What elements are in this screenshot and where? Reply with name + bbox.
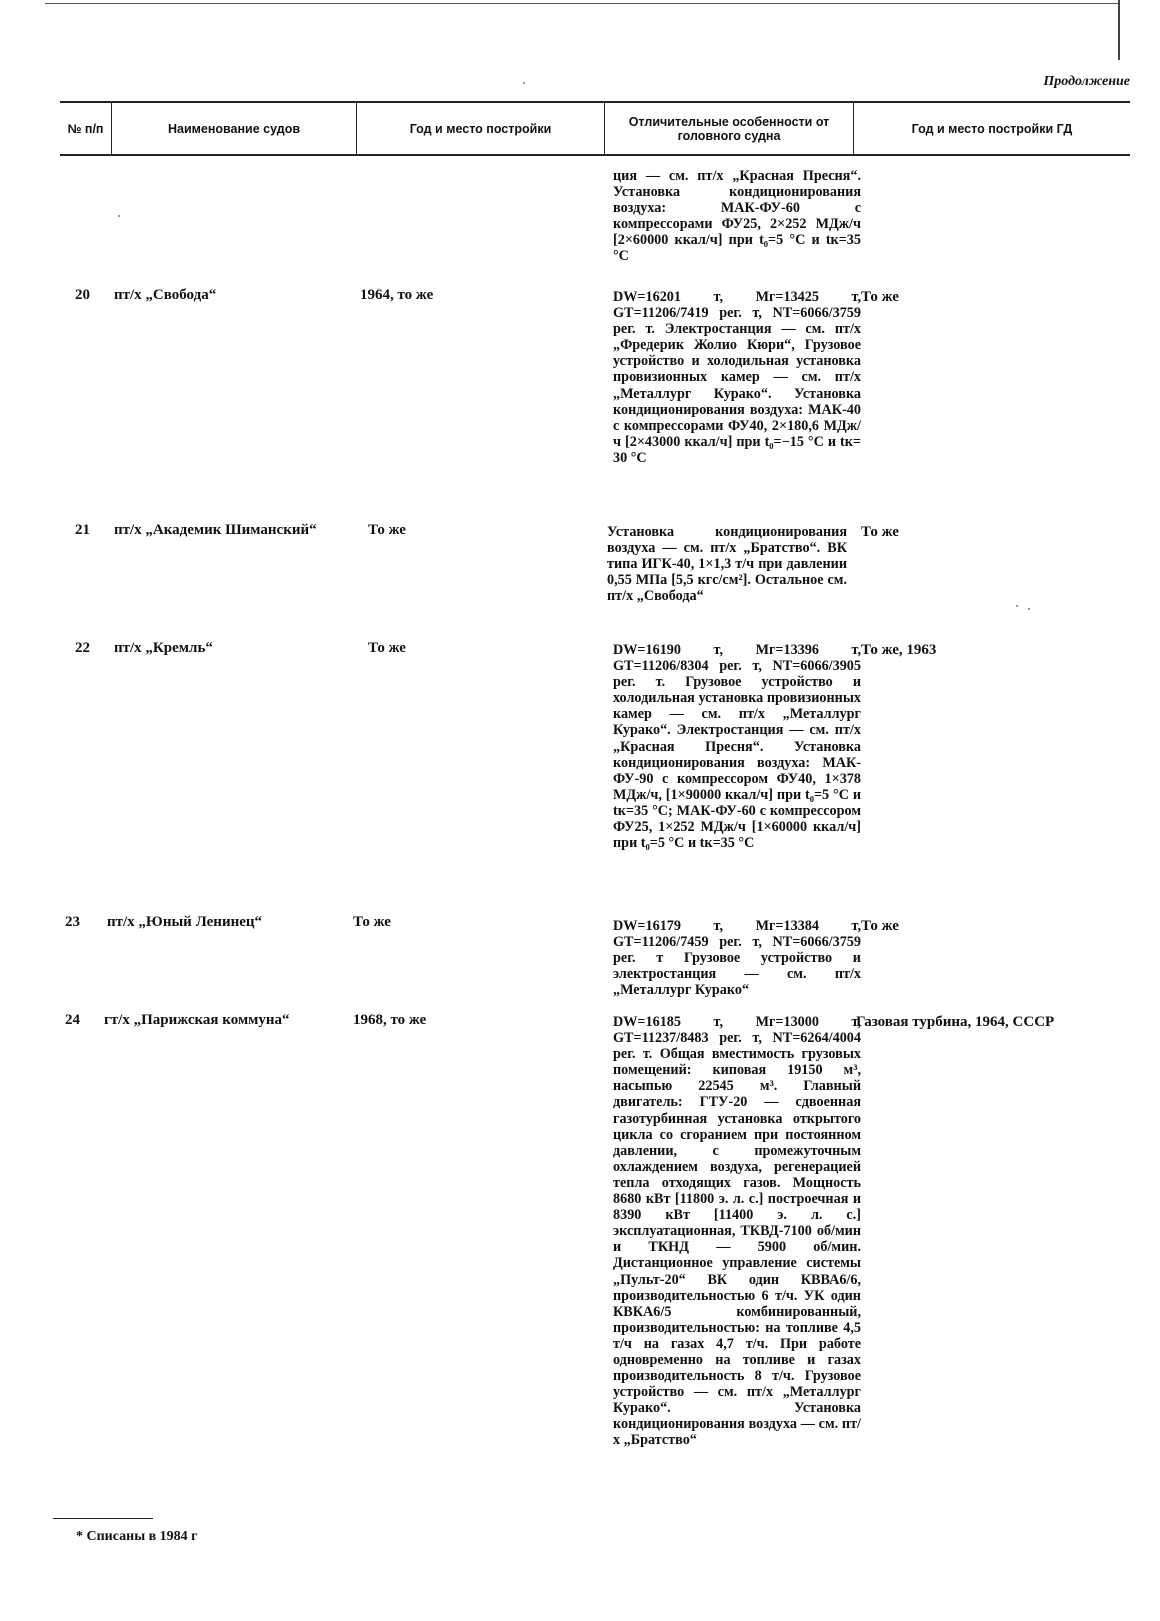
build-year: То же (368, 522, 406, 538)
engine-year: Газовая турбина, 1964, СССР (856, 1014, 1055, 1030)
footnote-rule (53, 1518, 153, 1519)
row-description: ция — см. пт/х „Красная Пресня“. Установка кондиционирования воздуха: МАК-ФУ-60 с компрессорами ФУ25, 2×252 МДж/ч [2×60000 ккал/ч] при t₀=5 °C и tк=35 °C (613, 168, 861, 265)
row-number: 24 (65, 1012, 80, 1028)
column-header-build-year: Год и место постройки (356, 103, 604, 154)
row-number: 20 (75, 287, 90, 303)
scan-speck (523, 82, 525, 84)
column-header-ship-name: Наименование судов (111, 103, 356, 154)
row-number: 23 (65, 914, 80, 930)
right-page-edge (1118, 0, 1120, 60)
column-header-number: № п/п (67, 121, 104, 136)
scan-speck (118, 215, 120, 217)
ship-name: гт/х „Парижская коммуна“ (104, 1012, 290, 1028)
row-description: DW=16201 т, Mг=13425 т, GT=11206/7419 рег. т, NT=6066/3759 рег. т. Электростанция — см. пт/х „Фредерик Жолио Кюри“, Грузовое устройство и холодильная установка провизионных камер — см. пт/х „Металлург Курако“. Установка кондиционирования воздуха: МАК-40 с компрессорами ФУ40, 2×180,6 МДж/ч [2×43000 ккал/ч] при t₀=−15 °C и tк= 30 °C (613, 289, 861, 466)
row-description: DW=16190 т, Mг=13396 т, GT=11206/8304 рег. т, NT=6066/3905 рег. т. Грузовое устройство и холодильная установка провизионных камер — см. пт/х „Металлург Курако“. Электростанция — см. пт/х „Красная Пресня“. Установка кондиционирования воздуха: МАК-ФУ-90 с компрессором ФУ40, 1×378 МДж/ч, [1×90000 ккал/ч] при t₀=5 °C и tк=35 °C; МАК-ФУ-60 с компрессором ФУ25, 1×252 МДж/ч [1×60000 ккал/ч] при t₀=5 °C и tк=35 °C (613, 642, 861, 852)
build-year: 1968, то же (353, 1012, 427, 1028)
ship-name: пт/х „Кремль“ (114, 640, 213, 656)
top-rule (45, 3, 1120, 4)
engine-year: То же (861, 918, 899, 934)
ship-name: пт/х „Юный Ленинец“ (107, 914, 263, 930)
row-number: 21 (75, 522, 90, 538)
ship-name: пт/х „Свобода“ (114, 287, 217, 303)
build-year: То же (368, 640, 406, 656)
scan-speck (1016, 605, 1018, 607)
footnote: * Списаны в 1984 г (76, 1529, 198, 1544)
row-description: DW=16179 т, Mг=13384 т, GT=11206/7459 рег. т, NT=6066/3759 рег. т Грузовое устройство и электростанция — см. пт/х „Металлург Курако“ (613, 918, 861, 999)
column-header-engine-year: Год и место постройки ГД (853, 103, 1130, 154)
table-header (60, 101, 1130, 156)
engine-year: То же (861, 289, 899, 305)
engine-year: То же, 1963 (861, 642, 937, 658)
column-header-differences: Отличительные особенности от головного судна (604, 103, 853, 154)
engine-year: То же (861, 524, 899, 540)
row-description: DW=16185 т, Mг=13000 т, GT=11237/8483 рег. т, NT=6264/4004 рег. т. Общая вместимость грузовых помещений: киповая 19150 м³, насыпью 22545 м³. Главный двигатель: ГТУ-20 — сдвоенная газотурбинная установка открытого цикла со сгоранием при постоянном давлении, с промежуточным охлаждением воздуха, регенерацией тепла отходящих газов. Мощность 8680 кВт [11800 э. л. с.] построечная и 8390 кВт [11400 э. л. с.] эксплуатационная, ТКВД-7100 об/мин и ТКНД — 5900 об/мин. Дистанционное управление системы „Пульт-20“ ВК один КВВА6/6, производительностью 6 т/ч. УК один КВКА6/5 комбинированный, производительностью: на топливе 4,5 т/ч на газах 4,7 т/ч. При работе одновременно на топливе и газах производительность 8 т/ч. Грузовое устройство — см. пт/х „Металлург Курако“. Установка кондиционирования воздуха — см. пт/х „Братство“ (613, 1014, 861, 1449)
row-number: 22 (75, 640, 90, 656)
build-year: 1964, то же (360, 287, 434, 303)
continuation-label: Продолжение (1043, 74, 1130, 89)
row-description: Установка кондиционирования воздуха — см. пт/х „Братство“. ВК типа ИГК-40, 1×1,3 т/ч при давлении 0,55 МПа [5,5 кгс/см²]. Остальное см. пт/х „Свобода“ (607, 524, 847, 605)
build-year: То же (353, 914, 391, 930)
ship-name: пт/х „Академик Шиманский“ (114, 522, 317, 538)
scan-speck (1028, 608, 1030, 610)
